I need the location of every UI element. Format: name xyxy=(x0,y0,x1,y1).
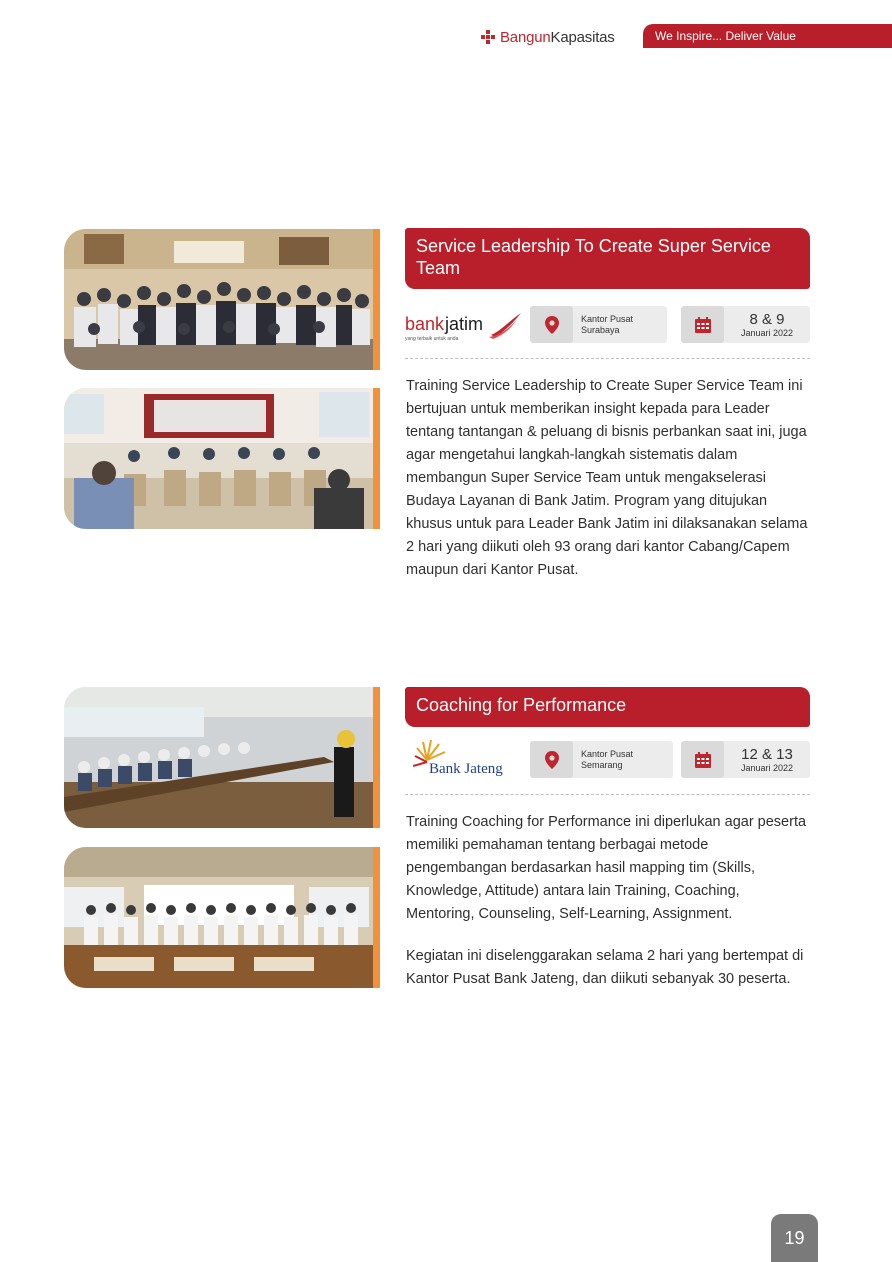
date-month: Januari 2022 xyxy=(740,327,794,338)
event-photo-session xyxy=(64,388,380,529)
program-title: Service Leadership To Create Super Service Team xyxy=(405,228,810,289)
location-line-2: Semarang xyxy=(581,759,623,770)
tagline-bar: We Inspire... Deliver Value xyxy=(643,24,892,48)
event-photo-classroom xyxy=(64,687,380,828)
location-line-1: Kantor Pusat xyxy=(581,748,634,759)
location-line-1: Kantor Pusat xyxy=(581,313,634,324)
location-box xyxy=(530,741,673,778)
program-description: Training Service Leadership to Create Super Service Team ini bertujuan untuk memberikan insight kepada para Leader tentang tantangan & peluang di bisnis perbankan saat ini, juga agar mengetahui langkah-langkah sistematis dalam membangun Super Service Team untuk mengakselerasi Budaya Layanan di Bank Jatim. Program yang ditujukan khusus untuk para Leader Bank Jatim ini dilaksanakan selama 2 hari yang diikuti oleh 93 orang dari kantor Cabang/Capem maupun dari Kantor Pusat. xyxy=(406,378,808,578)
client-logo-bank-jatim xyxy=(405,309,523,345)
program-description-2: Kegiatan ini diselenggarakan selama 2 hari yang bertempat di Kantor Pusat Bank Jateng, dan diikuti sebanyak 30 peserta. xyxy=(406,948,804,987)
brand-name-part1: Bangun xyxy=(500,28,551,46)
client-logo-bank-jateng xyxy=(413,740,513,776)
date-month: Januari 2022 xyxy=(740,762,794,773)
divider xyxy=(405,794,810,795)
program-title: Coaching for Performance xyxy=(405,687,810,727)
bank-jateng-logo-text: Bank Jateng xyxy=(429,761,503,777)
date-days: 8 & 9 xyxy=(749,310,785,328)
location-pin-icon xyxy=(530,741,573,778)
bank-jatim-logo-text-bank: bank xyxy=(405,314,445,334)
event-photo-group xyxy=(64,229,380,370)
location-box xyxy=(530,306,667,343)
location-line-2: Surabaya xyxy=(581,324,620,335)
calendar-icon xyxy=(681,306,724,343)
calendar-icon xyxy=(681,741,724,778)
event-photo-group-coaching xyxy=(64,847,380,988)
bank-jatim-logo-text-jatim: jatim xyxy=(445,314,484,334)
date-box xyxy=(681,306,810,343)
page-number: 19 xyxy=(771,1214,818,1262)
brand-mark-icon xyxy=(481,30,495,44)
program-description: Training Coaching for Performance ini diperlukan agar peserta memiliki pemahaman tentang berbagai metode pengembangan berdasarkan hasil mapping tim (Skills, Knowledge, Attitude) antara lain Training, Coaching, Mentoring, Counseling, Self-Learning, Assignment. xyxy=(406,814,807,922)
date-days: 12 & 13 xyxy=(741,745,793,763)
brand-logo xyxy=(481,27,615,47)
bank-jatim-logo-subtext: yang terbaik untuk anda xyxy=(405,336,459,342)
page-header xyxy=(0,0,892,60)
brand-name-part2: Kapasitas xyxy=(550,28,615,46)
divider xyxy=(405,358,810,359)
date-box xyxy=(681,741,810,778)
location-pin-icon xyxy=(530,306,573,343)
